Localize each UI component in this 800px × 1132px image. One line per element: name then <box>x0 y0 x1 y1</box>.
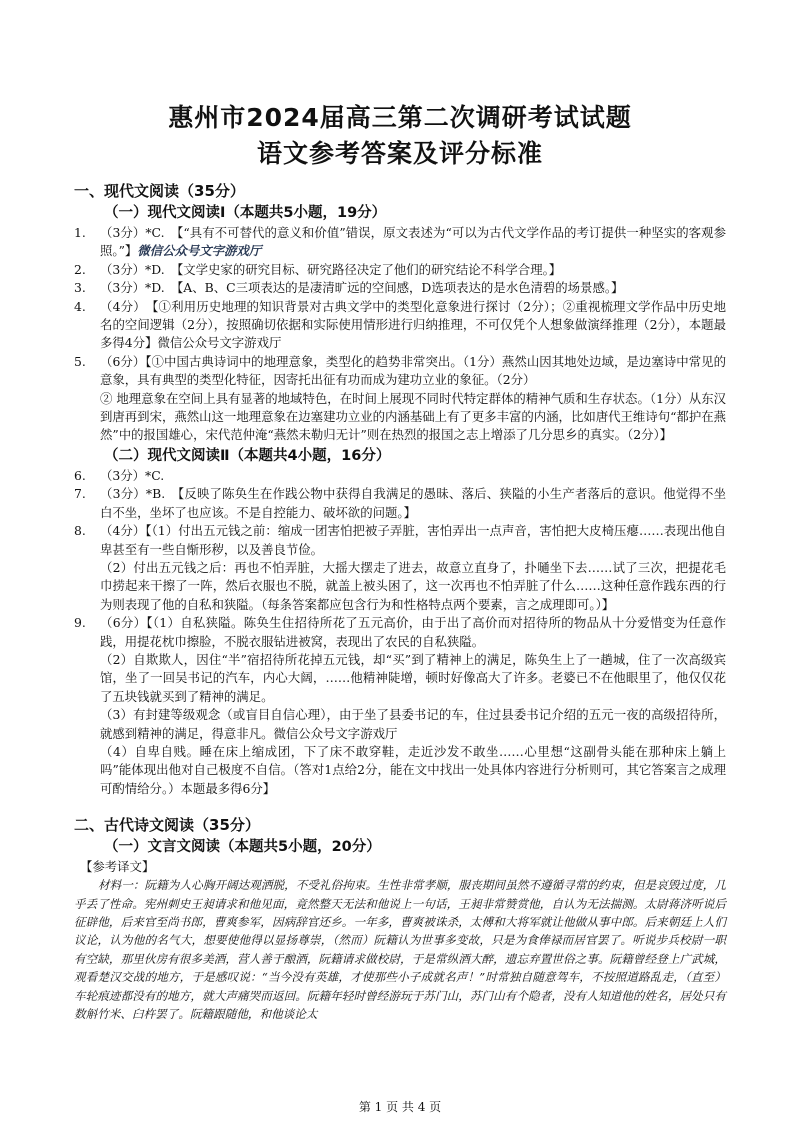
answer-item-6 <box>74 467 726 485</box>
answer-text: （3分）*D. 【A、B、C三项表达的是凄清旷远的空间感，D选项表达的是水色清碧的场景感。】 <box>100 280 624 296</box>
item-number: 6. <box>74 467 86 483</box>
answer-item-7 <box>74 485 726 522</box>
reference-translation-label: 【参考译文】 <box>80 859 155 875</box>
answer-item-4 <box>74 298 726 353</box>
answer-item-3 <box>74 279 726 297</box>
answer-item-2 <box>74 261 726 279</box>
page-footer: 第 1 页 共 4 页 <box>358 1100 442 1114</box>
answer-text: （3分）*B. 【反映了陈奂生在作践公物中获得自我满足的愚昧、落后、狭隘的小生产者落后的意识。他觉得不坐白不坐，坐坏了也应该。不是自控能力、破坏欲的问题。】 <box>100 486 726 520</box>
section-heading-classical-reading: 二、古代诗文阅读（35分） <box>74 816 260 835</box>
answer-text-continued: （2）自欺欺人，因住“半”宿招待所花掉五元钱，却“买”到了精神上的满足，陈奂生上了一趟城，住了一次高级宾馆，坐了一回吴书记的汽车，内心大阔，……他精神陡增，顿时好像高大了许多。老婆已不在他眼里了，他仅仅花了五块钱就买到了精神的满足。 <box>100 651 726 704</box>
subsection-heading-classical-1: （一）文言文阅读（本题共5小题，20分） <box>104 839 381 856</box>
item-number: 2. <box>74 261 86 277</box>
answer-item-5 <box>74 353 726 445</box>
answer-text: （3分）*C. <box>100 467 165 483</box>
watermark-tag: 微信公众号文字游戏厅 <box>137 243 262 259</box>
subsection-heading-reading-2: （二）现代文阅读Ⅱ（本题共4小题，16分） <box>104 447 391 464</box>
answer-text-continued: （3）有封建等级观念（或盲目自信心理），由于坐了县委书记的车，住过县委书记介绍的五元一夜的高级招待所，就感到精神的满足，得意非凡。微信公众号文字游戏厅 <box>100 707 726 741</box>
item-number: 8. <box>74 523 86 539</box>
section-spacer <box>74 798 726 814</box>
answer-text: （4分）【（1）付出五元钱之前：缩成一团害怕把被子弄脏，害怕弄出一点声音，害怕把大皮椅压瘪……表现出他自卑甚至有一些自惭形秽，以及善良节俭。 <box>100 523 726 557</box>
section-heading-modern-reading: 一、现代文阅读（35分） <box>74 182 245 200</box>
answer-text: （4分） 【①利用历史地理的知识背景对古典文学中的类型化意象进行探讨（2分）；②重视梳理文学作品中历史地名的空间逻辑（2分），按照确切依据和实际使用情形进行归纳推理，不可仅凭个人想象做演绎推理（2分），本题最多得4分】微信公众号文字游戏厅 <box>100 298 726 351</box>
item-number: 5. <box>74 353 86 369</box>
answer-item-1 <box>74 224 726 261</box>
reference-translation-text: 材料一：阮籍为人心胸开阔达观洒脱，不受礼俗拘束。生性非常孝顺，服丧期间虽然不遵循寻常的约束，但是哀毁过度，几乎丢了性命。宪州刺史王昶请求和他见面，竟然整天无法和他说上一句话，王昶非常赞赏他，自认为无法揣测。太尉蒋济听说后征辟他，后来官至尚书郎，曹爽参军，因病辞官还乡。一年多，曹爽被诛杀，太傅和大将军就让他做从事中郎。后来朝廷上人们议论，认为他的名气大，想要使他得以显扬尊崇，（然而）阮籍认为世事多变故，只是为食俸禄而居官罢了。听说步兵校尉一职有空缺，那里伙房有很多美酒，营人善于酿酒，阮籍请求做校尉，于是常纵酒大醉，遗忘弃置世俗之事。阮籍曾经登上广武城，观看楚汉交战的地方，于是感叹说：“当今没有英雄，才使那些小子成就名声！”时常独自随意驾车，不按照道路乱走，（直至）车轮痕迹都没有的地方，就大声痛哭而返回。阮籍年轻时曾经游玩于苏门山，苏门山有个隐者，没有人知道他的姓名，居处只有数斛竹米、臼杵罢了。阮籍跟随他，和他谈论太 <box>74 878 726 1022</box>
answer-item-9 <box>74 614 726 798</box>
answer-text-continued: （4）自卑自贱。睡在床上缩成团，下了床不敢穿鞋，走近沙发不敢坐……心里想“这副骨头能在那种床上躺上吗”能体现出他对自己极度不自信。（答对1点给2分，能在文中找出一处具体内容进行分析则可，其它答案言之成理可酌情给分。）本题最多得6分】 <box>100 743 726 796</box>
answer-text: （6分）【①中国古典诗词中的地理意象，类型化的趋势非常突出。（1分）燕然山因其地处边域，是边塞诗中常见的意象，具有典型的类型化特征，因寄托出征有功而成为建功立业的象征。（2分） <box>100 353 726 388</box>
answer-text-continued: ② 地理意象在空间上具有显著的地域特色，在时间上展现不同时代特定群体的精神气质和生存状态。（1分）从东汉到唐再到宋，燕然山这一地理意象在边塞建功立业的内涵基础上有了更多丰富的内涵，比如唐代王维诗句“都护在燕然”中的报国雄心，宋代范仲淹“燕然未勒归无计”则在热烈的报国之志上增添了几分思乡的真实。（2分）】 <box>100 390 726 443</box>
item-number: 9. <box>74 615 86 631</box>
item-number: 4. <box>74 298 86 314</box>
answer-text: （6分）【（1）自私狭隘。陈奂生住招待所花了五元高价，由于出了高价而对招待所的物品从十分爱惜变为任意作践，用提花枕巾擦脸，不脱衣服钻进被窝，表现出了农民的自私狭隘。 <box>100 615 726 649</box>
item-number: 1. <box>74 225 86 240</box>
page-subtitle: 语文参考答案及评分标准 <box>256 139 543 168</box>
item-number: 3. <box>74 280 86 296</box>
item-number: 7. <box>74 486 86 502</box>
subsection-heading-reading-1: （一）现代文阅读Ⅰ（本题共5小题，19分） <box>104 205 387 221</box>
page-title: 惠州市2024届高三第二次调研考试试题 <box>168 103 632 132</box>
answer-text: （3分）*C. 【“具有不可替代的意义和价值”错误，原文表述为“可以为古代文学作品的考订提供一种坚实的客观参照。”】 <box>100 225 726 259</box>
answer-item-8 <box>74 522 726 614</box>
answer-text-continued: （2）付出五元钱之后：再也不怕弄脏，大摇大摆走了进去，故意立直身了，扑嗵坐下去……试了三次，把提花毛巾捞起来干擦了一阵，然后衣服也不脱，就盖上被头困了，这一次再也不怕弄脏了什么……这种任意作践东西的行为则表现了他的自私和狭隘。（每条答案都应包含行为和性格特点两个要素，言之成理即可。）】 <box>100 559 726 612</box>
document-body <box>74 180 726 1023</box>
answer-text: （3分）*D. 【文学史家的研究目标、研究路径决定了他们的研究结论不科学合理。】 <box>100 261 562 277</box>
